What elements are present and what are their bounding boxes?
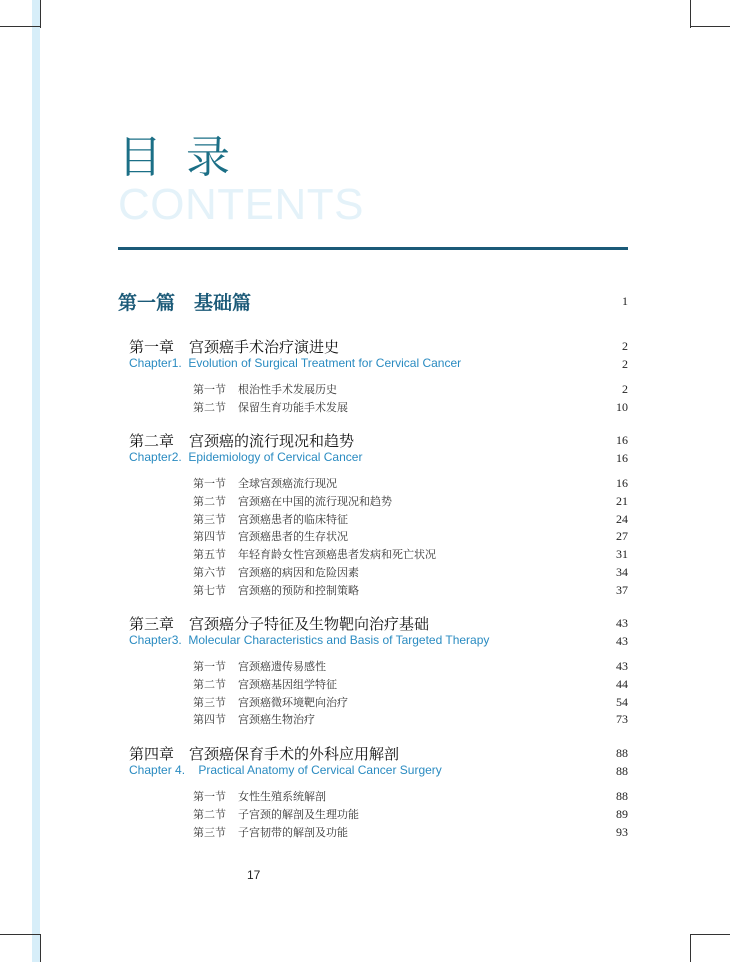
chapter-4 (118, 743, 628, 840)
section-label: 第五节 (193, 548, 226, 562)
chapter-cn-row (118, 613, 628, 633)
section-label: 第二节 (193, 400, 226, 414)
section-label: 第一节 (193, 790, 226, 803)
section-row (118, 693, 628, 711)
section-page: 2 (622, 382, 628, 396)
part-page: 1 (622, 294, 628, 308)
section-title: 子宫韧带的解剖及功能 (238, 825, 348, 839)
section-page: 93 (616, 824, 628, 839)
section-row (118, 510, 628, 528)
section-label: 第三节 (193, 512, 226, 526)
section-title: 宫颈癌患者的生存状况 (238, 530, 348, 544)
chapter-en-page: 88 (616, 764, 628, 778)
section-row (118, 581, 628, 599)
chapter-title-en: Chapter2. Epidemiology of Cervical Cancer (129, 450, 363, 464)
part-heading (118, 288, 628, 312)
section-page: 88 (616, 789, 628, 803)
section-row (118, 527, 628, 545)
section-label: 第七节 (193, 583, 226, 597)
chapter-page: 2 (622, 339, 628, 353)
crop-mark-bottom-left (0, 934, 40, 935)
crop-mark-top-left-v (40, 0, 41, 28)
section-page: 31 (616, 547, 628, 562)
chapter-page: 43 (616, 616, 628, 630)
section-label: 第三节 (193, 695, 226, 709)
section-title: 子宫颈的解剖及生理功能 (238, 807, 359, 821)
section-page: 89 (616, 806, 628, 821)
section-title: 宫颈癌的预防和控制策略 (238, 583, 359, 597)
chapter-page: 16 (616, 433, 628, 447)
section-label: 第三节 (193, 825, 226, 839)
section-page: 73 (616, 712, 628, 727)
chapter-title-cn: 第二章 宫颈癌的流行现况和趋势 (129, 432, 355, 450)
section-page: 21 (616, 493, 628, 508)
section-label: 第四节 (193, 713, 226, 727)
side-color-strip (32, 0, 40, 962)
chapter-cn-row (118, 743, 628, 763)
section-row (118, 563, 628, 581)
heading-divider (118, 247, 628, 250)
section-title: 宫颈癌基因组学特征 (238, 677, 337, 691)
chapter-cn-row (118, 430, 628, 450)
crop-mark-top-right-v (690, 0, 691, 28)
section-title: 保留生育功能手术发展 (238, 400, 348, 414)
chapter-en-row (118, 450, 628, 468)
section-row (118, 474, 628, 492)
chapter-page: 88 (616, 746, 628, 760)
chapter-en-row (118, 763, 628, 781)
chapter-1 (118, 336, 628, 416)
page-number: 17 (247, 868, 261, 882)
section-page: 37 (616, 582, 628, 597)
section-label: 第四节 (193, 530, 226, 544)
section-row (118, 675, 628, 693)
chapter-en-row (118, 356, 628, 374)
section-row (118, 380, 628, 398)
section-label: 第二节 (193, 494, 226, 508)
chapter-title-en: Chapter1. Evolution of Surgical Treatment for Cervical Cancer (129, 356, 462, 370)
chapter-en-page: 16 (616, 451, 628, 465)
section-title: 女性生殖系统解剖 (238, 790, 326, 803)
chapter-title-cn: 第一章 宫颈癌手术治疗演进史 (129, 338, 340, 356)
section-row (118, 492, 628, 510)
section-title: 根治性手术发展历史 (238, 383, 337, 396)
section-title: 宫颈癌在中国的流行现况和趋势 (238, 494, 392, 508)
section-page: 43 (616, 659, 628, 673)
contents-heading-en: CONTENTS (118, 180, 364, 229)
section-title: 宫颈癌的病因和危险因素 (238, 565, 359, 579)
chapter-2 (118, 430, 628, 599)
section-title: 宫颈癌微环境靶向治疗 (238, 695, 348, 709)
crop-mark-top-left (0, 26, 40, 27)
section-row (118, 787, 628, 805)
crop-mark-top-right (690, 26, 730, 27)
section-title: 宫颈癌生物治疗 (238, 713, 315, 727)
section-row (118, 398, 628, 416)
section-page: 10 (616, 399, 628, 414)
chapter-en-row (118, 633, 628, 651)
section-label: 第二节 (193, 677, 226, 691)
section-label: 第一节 (193, 383, 226, 396)
section-title: 宫颈癌患者的临床特征 (238, 512, 348, 526)
section-row (118, 823, 628, 841)
chapter-en-page: 2 (622, 357, 628, 371)
section-page: 24 (616, 511, 628, 526)
chapter-title-cn: 第三章 宫颈癌分子特征及生物靶向治疗基础 (129, 615, 430, 633)
section-title: 全球宫颈癌流行现况 (238, 477, 337, 490)
section-label: 第二节 (193, 807, 226, 821)
section-page: 54 (616, 694, 628, 709)
crop-mark-bottom-left-v (40, 934, 41, 962)
section-page: 16 (616, 476, 628, 490)
chapter-en-page: 43 (616, 634, 628, 648)
chapter-title-en: Chapter3. Molecular Characteristics and Basis of Targeted Therapy (129, 633, 490, 647)
chapter-title-cn: 第四章 宫颈癌保育手术的外科应用解剖 (129, 745, 400, 763)
section-title: 年轻育龄女性宫颈癌患者发病和死亡状况 (238, 548, 436, 562)
section-row (118, 805, 628, 823)
section-page: 27 (616, 529, 628, 544)
section-label: 第一节 (193, 660, 226, 673)
contents-heading-cn: 目录 (118, 132, 254, 183)
section-row (118, 710, 628, 728)
crop-mark-bottom-right (690, 934, 730, 935)
section-title: 宫颈癌遗传易感性 (238, 660, 326, 673)
section-row (118, 545, 628, 563)
chapter-cn-row (118, 336, 628, 356)
chapter-title-en: Chapter 4. Practical Anatomy of Cervical Cancer Surgery (129, 763, 442, 777)
section-row (118, 657, 628, 675)
section-page: 44 (616, 676, 628, 691)
crop-mark-bottom-right-v (690, 934, 691, 962)
section-label: 第六节 (193, 565, 226, 579)
part-title: 第一篇 基础篇 (118, 292, 252, 314)
section-label: 第一节 (193, 477, 226, 490)
chapter-3 (118, 613, 628, 728)
section-page: 34 (616, 564, 628, 579)
